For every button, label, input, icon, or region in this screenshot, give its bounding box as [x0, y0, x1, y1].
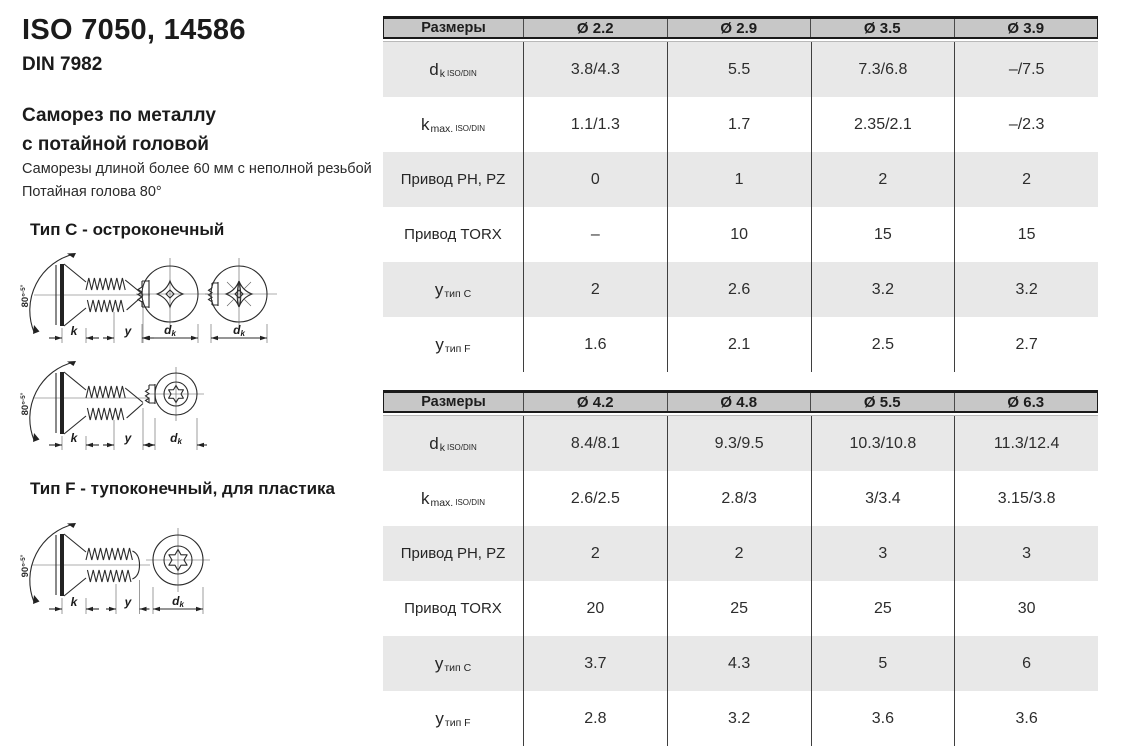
row-label — [383, 526, 523, 581]
angle-label — [19, 554, 31, 577]
row-label-main: Привод PH, PZ — [400, 545, 506, 562]
row-label — [383, 471, 523, 526]
dim-label-y: y — [124, 595, 132, 609]
table-value: 2.8/3 — [667, 471, 811, 526]
diameter-column-header: Ø 5.5 — [810, 393, 954, 411]
screw-side-view — [19, 523, 150, 604]
table-value: 1.7 — [667, 97, 811, 152]
angle-value: 80° — [20, 293, 31, 308]
dim-label-y: y — [124, 431, 132, 445]
table-value: 1.6 — [523, 317, 667, 372]
angle-label — [19, 392, 31, 415]
row-label-main: y — [435, 334, 444, 354]
table-value: 10 — [667, 207, 811, 262]
row-label-subscript: max. — [430, 122, 454, 135]
table-value: 20 — [523, 581, 667, 636]
row-label-main: y — [434, 279, 444, 299]
dk-sub: k — [171, 329, 176, 338]
dimensions-table-large-diameters — [383, 390, 1098, 746]
table-row — [383, 526, 1098, 581]
table-value: 2 — [523, 262, 667, 317]
diameter-column-header: Ø 3.5 — [810, 19, 954, 37]
row-label-main: k — [420, 114, 430, 134]
dimension-y — [103, 408, 154, 450]
row-label-subscript: max. — [430, 496, 454, 509]
row-label-main: Привод TORX — [404, 226, 502, 243]
dim-label-k: k — [70, 431, 78, 445]
size-corner-header: Размеры — [421, 394, 486, 410]
row-label-subscript: тип F — [444, 716, 471, 729]
table-value: 3 — [954, 526, 1098, 581]
angle-value: 90° — [20, 563, 31, 578]
table-value: 3 — [811, 526, 955, 581]
table-value: 2.6/2.5 — [523, 471, 667, 526]
table-value: 25 — [667, 581, 811, 636]
type-c-torx-drawing — [18, 358, 253, 453]
table-value: 25 — [811, 581, 955, 636]
row-label-subscript: тип F — [444, 342, 471, 355]
table-header-row — [383, 16, 1098, 39]
row-label-main: d — [429, 59, 439, 79]
table-row — [383, 581, 1098, 636]
dimension-k — [49, 324, 99, 343]
table-value: 2 — [811, 152, 955, 207]
row-label — [383, 581, 523, 636]
table-header-row — [383, 390, 1098, 413]
angle-tolerance: -5° — [20, 284, 27, 294]
table-row — [383, 152, 1098, 207]
table-body — [383, 41, 1098, 372]
product-name-line2: с потайной головой — [22, 133, 209, 155]
table-value: 2 — [523, 526, 667, 581]
row-label-main: k — [420, 488, 430, 508]
row-label-main: Привод PH, PZ — [400, 171, 506, 188]
head-view-torx — [146, 528, 210, 592]
row-label — [383, 207, 523, 262]
table-value: 1.1/1.3 — [523, 97, 667, 152]
dk-sub: k — [179, 600, 184, 609]
size-corner-header: Размеры — [421, 20, 486, 36]
table-value: 7.3/6.8 — [811, 42, 955, 97]
dim-label-k: k — [70, 324, 78, 338]
table-value: 2.5 — [811, 317, 955, 372]
standard-subtitle: DIN 7982 — [22, 54, 103, 75]
table-value: 2.35/2.1 — [811, 97, 955, 152]
row-label-main: y — [434, 653, 444, 673]
table-value: –/2.3 — [954, 97, 1098, 152]
table-value: 3.2 — [667, 691, 811, 746]
diameter-column-header: Ø 4.2 — [523, 393, 667, 411]
table-value: 9.3/9.5 — [667, 416, 811, 471]
row-label-subscript2: ISO/DIN — [446, 69, 477, 78]
diameter-column-header: Ø 2.2 — [523, 19, 667, 37]
table-row — [383, 207, 1098, 262]
table-value: 3.6 — [811, 691, 955, 746]
table-row — [383, 636, 1098, 691]
dim-label-k: k — [70, 595, 78, 609]
dim-label-dk — [164, 323, 176, 338]
type-c-heading: Тип C - остроконечный — [30, 220, 225, 239]
table-value: 2.8 — [523, 691, 667, 746]
description-line1: Саморезы длиной более 60 мм с неполной резьбой — [22, 161, 372, 177]
diameter-column-header: Ø 6.3 — [954, 393, 1098, 411]
table-value: 15 — [811, 207, 955, 262]
table-value: 30 — [954, 581, 1098, 636]
dimension-y — [106, 580, 150, 614]
type-f-heading: Тип F - тупоконечный, для пластика — [30, 479, 335, 498]
table-value: 2.6 — [667, 262, 811, 317]
table-value: 3.2 — [811, 262, 955, 317]
table-value: 2.7 — [954, 317, 1098, 372]
row-label-subscript2: ISO/DIN — [455, 498, 486, 507]
table-value: 2.1 — [667, 317, 811, 372]
row-label-main: d — [429, 433, 439, 453]
page-title: ISO 7050, 14586 — [22, 14, 246, 46]
table-value: –/7.5 — [954, 42, 1098, 97]
row-label — [383, 262, 523, 317]
row-label — [383, 42, 523, 97]
table-value: 0 — [523, 152, 667, 207]
dk-main: d — [172, 594, 180, 608]
head-view-torx — [146, 367, 205, 421]
row-label-subscript: k — [439, 441, 445, 454]
table-value: 1 — [667, 152, 811, 207]
dimension-k — [49, 595, 99, 614]
table-value: 3.7 — [523, 636, 667, 691]
table-value: 3.2 — [954, 262, 1098, 317]
angle-label — [19, 284, 31, 307]
dimension-dk-ph — [142, 323, 198, 343]
table-value: 15 — [954, 207, 1098, 262]
row-label — [383, 97, 523, 152]
head-view-pozidriv — [205, 258, 277, 330]
table-value: 3.15/3.8 — [954, 471, 1098, 526]
row-label — [383, 691, 523, 746]
table-value: 11.3/12.4 — [954, 416, 1098, 471]
dim-label-dk — [233, 323, 245, 338]
row-label-main: Привод TORX — [404, 600, 502, 617]
description-line2: Потайная голова 80° — [22, 184, 162, 201]
row-label-subscript: тип C — [444, 287, 472, 300]
table-value: 10.3/10.8 — [811, 416, 955, 471]
diameter-column-header: Ø 4.8 — [667, 393, 811, 411]
dk-main: d — [170, 431, 178, 445]
row-label-subscript: k — [439, 67, 445, 80]
dimension-k — [49, 431, 99, 450]
table-value: 3.8/4.3 — [523, 42, 667, 97]
table-value: 5 — [811, 636, 955, 691]
table-row — [383, 416, 1098, 471]
dim-label-y: y — [124, 324, 132, 338]
table-row — [383, 97, 1098, 152]
table-row — [383, 691, 1098, 746]
row-label — [383, 416, 523, 471]
table-value: 2 — [667, 526, 811, 581]
row-label — [383, 636, 523, 691]
dim-label-dk — [172, 594, 184, 609]
table-row — [383, 262, 1098, 317]
table-value: 4.3 — [667, 636, 811, 691]
table-value: – — [523, 207, 667, 262]
product-name — [22, 102, 216, 159]
head-view-phillips — [136, 258, 208, 330]
dimensions-table-small-diameters — [383, 16, 1098, 372]
table-row — [383, 471, 1098, 526]
dim-label-dk — [170, 431, 182, 446]
row-label — [383, 152, 523, 207]
row-label — [383, 317, 523, 372]
dk-sub: k — [177, 437, 182, 446]
row-label-subscript: тип C — [444, 661, 472, 674]
angle-tolerance: -5° — [20, 554, 27, 564]
screw-side-view — [19, 361, 154, 450]
dimension-dk-torx — [145, 418, 207, 450]
angle-value: 80° — [20, 401, 31, 416]
type-c-ph-pz-drawing — [18, 250, 283, 350]
dimension-dk-pz — [211, 323, 267, 343]
row-label-subscript2: ISO/DIN — [455, 124, 486, 133]
row-label-subscript2: ISO/DIN — [446, 443, 477, 452]
table-row — [383, 42, 1098, 97]
dk-sub: k — [240, 329, 245, 338]
table-value: 3.6 — [954, 691, 1098, 746]
dk-main: d — [233, 323, 241, 337]
table-value: 8.4/8.1 — [523, 416, 667, 471]
table-row — [383, 317, 1098, 372]
product-name-line1: Саморез по металлу — [22, 105, 216, 126]
dk-main: d — [164, 323, 172, 337]
row-label-main: y — [435, 708, 444, 728]
table-value: 6 — [954, 636, 1098, 691]
product-description — [22, 158, 372, 204]
table-value: 2 — [954, 152, 1098, 207]
screw-side-view — [19, 253, 150, 334]
table-body — [383, 415, 1098, 746]
diameter-column-header: Ø 3.9 — [954, 19, 1098, 37]
diameter-column-header: Ø 2.9 — [667, 19, 811, 37]
angle-tolerance: -5° — [20, 392, 27, 402]
table-value: 3/3.4 — [811, 471, 955, 526]
table-value: 5.5 — [667, 42, 811, 97]
type-f-torx-drawing — [18, 502, 253, 627]
